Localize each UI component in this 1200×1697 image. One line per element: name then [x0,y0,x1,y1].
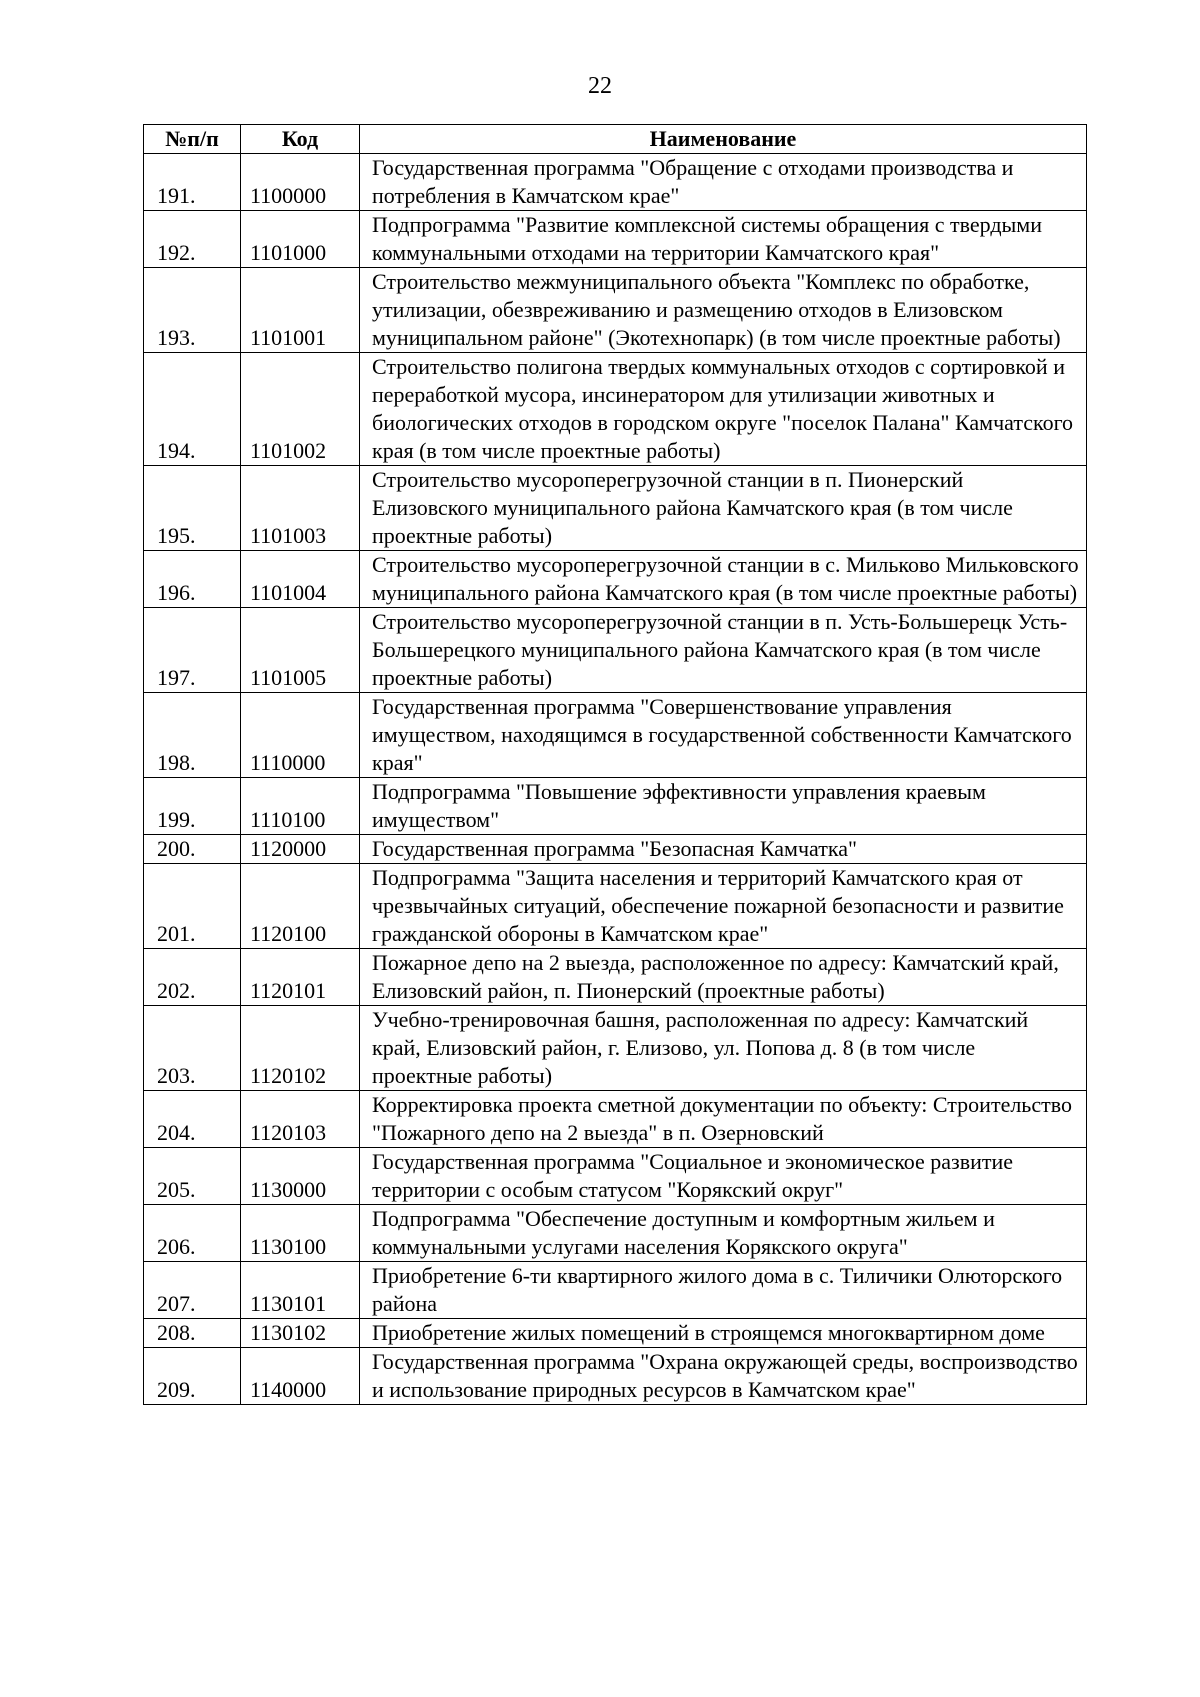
row-name: Подпрограмма "Развитие комплексной системы обращения с твердыми коммунальными отходами на территории Камчатского края" [360,211,1087,268]
table-row [144,778,1087,835]
classification-table [143,124,1087,1405]
row-number: 191. [144,154,241,211]
table-row [144,154,1087,211]
row-code: 1101000 [241,211,360,268]
table-row [144,1006,1087,1091]
row-name: Государственная программа "Социальное и экономическое развитие территории с особым статусом "Корякский округ" [360,1148,1087,1205]
table-row [144,693,1087,778]
row-number: 198. [144,693,241,778]
row-number: 192. [144,211,241,268]
row-number: 203. [144,1006,241,1091]
row-name: Пожарное депо на 2 выезда, расположенное по адресу: Камчатский край, Елизовский район, п. Пионерский (проектные работы) [360,949,1087,1006]
row-name: Государственная программа "Совершенствование управления имуществом, находящимся в государственной собственности Камчатского края" [360,693,1087,778]
table-row [144,551,1087,608]
table-row [144,1148,1087,1205]
row-code: 1100000 [241,154,360,211]
row-name: Строительство мусороперегрузочной станции в п. Пионерский Елизовского муниципального района Камчатского края (в том числе проектные работы) [360,466,1087,551]
row-code: 1101001 [241,268,360,353]
row-number: 204. [144,1091,241,1148]
row-code: 1101003 [241,466,360,551]
table-row [144,835,1087,864]
row-number: 201. [144,864,241,949]
row-code: 1101002 [241,353,360,466]
row-number: 207. [144,1262,241,1319]
row-name: Государственная программа "Охрана окружающей среды, воспроизводство и использование природных ресурсов в Камчатском крае" [360,1348,1087,1405]
row-name: Подпрограмма "Повышение эффективности управления краевым имуществом" [360,778,1087,835]
table-row [144,1091,1087,1148]
row-code: 1140000 [241,1348,360,1405]
header-num: №п/п [144,125,241,154]
row-name: Корректировка проекта сметной документации по объекту: Строительство "Пожарного депо на 2 выезда" в п. Озерновский [360,1091,1087,1148]
table-row [144,864,1087,949]
table-row [144,1319,1087,1348]
row-name: Строительство межмуниципального объекта "Комплекс по обработке, утилизации, обезвреживанию и размещению отходов в Елизовском муниципальном районе" (Экотехнопарк) (в том числе проектные работы) [360,268,1087,353]
table-row [144,949,1087,1006]
row-name: Строительство мусороперегрузочной станции в с. Мильково Мильковского муниципального района Камчатского края (в том числе проектные работы) [360,551,1087,608]
row-number: 197. [144,608,241,693]
row-number: 209. [144,1348,241,1405]
row-code: 1120103 [241,1091,360,1148]
row-code: 1120102 [241,1006,360,1091]
row-code: 1120101 [241,949,360,1006]
table-row [144,268,1087,353]
page-number: 22 [588,73,612,99]
row-number: 195. [144,466,241,551]
row-name: Приобретение 6-ти квартирного жилого дома в с. Тиличики Олюторского района [360,1262,1087,1319]
row-number: 199. [144,778,241,835]
row-code: 1130101 [241,1262,360,1319]
row-number: 208. [144,1319,241,1348]
table-row [144,1205,1087,1262]
row-name: Подпрограмма "Защита населения и территорий Камчатского края от чрезвычайных ситуаций, обеспечение пожарной безопасности и развитие гражданской обороны в Камчатском крае" [360,864,1087,949]
row-number: 202. [144,949,241,1006]
row-code: 1120000 [241,835,360,864]
row-number: 205. [144,1148,241,1205]
table-row [144,608,1087,693]
row-name: Строительство мусороперегрузочной станции в п. Усть-Большерецк Усть-Большерецкого муниципального района Камчатского края (в том числе проектные работы) [360,608,1087,693]
table-row [144,353,1087,466]
table-row [144,211,1087,268]
row-number: 194. [144,353,241,466]
row-code: 1101005 [241,608,360,693]
row-code: 1130100 [241,1205,360,1262]
row-name: Государственная программа "Обращение с отходами производства и потребления в Камчатском крае" [360,154,1087,211]
row-name: Приобретение жилых помещений в строящемся многоквартирном доме [360,1319,1087,1348]
header-name: Наименование [360,125,1087,154]
row-name: Строительство полигона твердых коммунальных отходов с сортировкой и переработкой мусора, инсинератором для утилизации животных и биологических отходов в городском округе "поселок Палана" Камчатского края (в том числе проектные работы) [360,353,1087,466]
row-code: 1110100 [241,778,360,835]
row-number: 206. [144,1205,241,1262]
row-number: 193. [144,268,241,353]
table-row [144,1348,1087,1405]
row-code: 1110000 [241,693,360,778]
row-number: 196. [144,551,241,608]
table-row [144,1262,1087,1319]
row-number: 200. [144,835,241,864]
header-code: Код [241,125,360,154]
row-code: 1130000 [241,1148,360,1205]
row-code: 1130102 [241,1319,360,1348]
row-code: 1101004 [241,551,360,608]
table-row [144,466,1087,551]
table-header-row [144,125,1087,154]
row-name: Учебно-тренировочная башня, расположенная по адресу: Камчатский край, Елизовский район, г. Елизово, ул. Попова д. 8 (в том числе проектные работы) [360,1006,1087,1091]
row-name: Государственная программа "Безопасная Камчатка" [360,835,1087,864]
row-name: Подпрограмма "Обеспечение доступным и комфортным жильем и коммунальными услугами населения Корякского округа" [360,1205,1087,1262]
row-code: 1120100 [241,864,360,949]
